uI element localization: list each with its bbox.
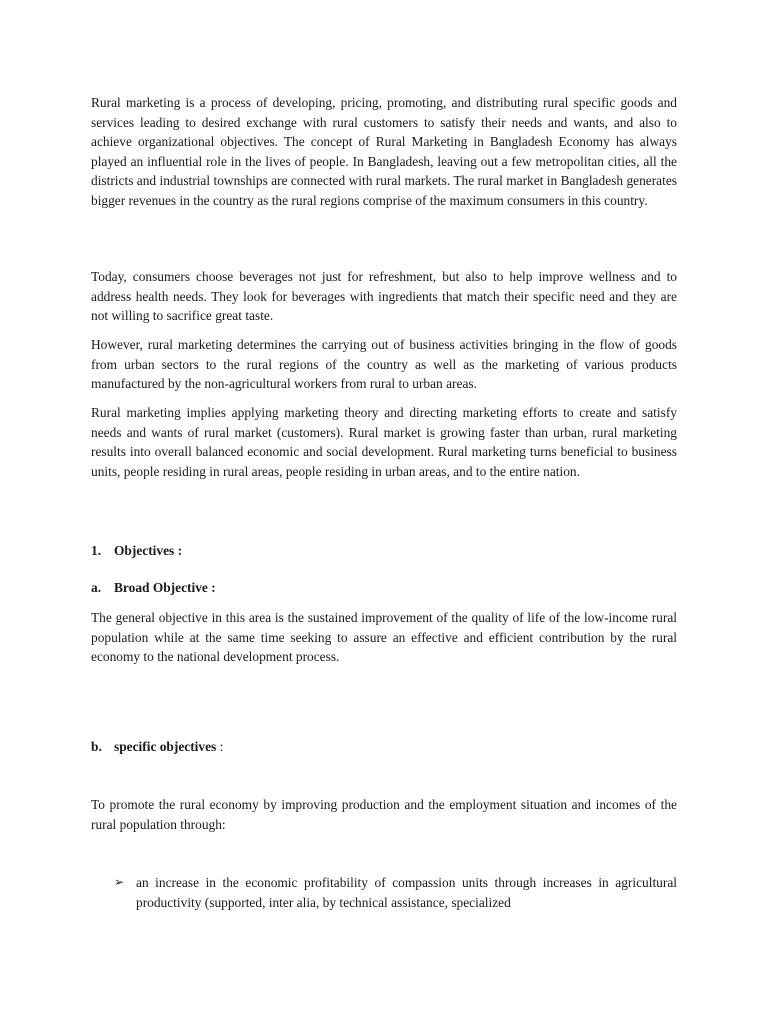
paragraph-beverages: Today, consumers choose beverages not just for refreshment, but also to help improve wellness and to address health needs. They look for beverages with ingredients that match their specific need and they are not willing to sacrifice great taste. bbox=[91, 269, 677, 324]
paragraph-promote-rural-economy: To promote the rural economy by improving production and the employment situation and incomes of the rural population through: bbox=[91, 797, 677, 832]
heading-title: Broad Objective : bbox=[114, 580, 216, 595]
paragraph-however: However, rural marketing determines the carrying out of business activities bringing in the flow of goods from urban sectors to the rural regions of the country as well as the marketing of various products manufactured by the non-agricultural workers from rural to urban areas. bbox=[91, 337, 677, 392]
heading-broad-objective bbox=[91, 578, 216, 598]
bullet-text: an increase in the economic profitability of compassion units through increases in agricultural productivity (supported, inter alia, by technical assistance, specialized bbox=[136, 875, 677, 910]
heading-number: 1. bbox=[91, 543, 102, 558]
heading-suffix: : bbox=[216, 739, 224, 754]
paragraph-rural-marketing-intro: Rural marketing is a process of developing, pricing, promoting, and distributing rural specific goods and services leading to desired exchange with rural customers to satisfy their needs and wants, and also to achieve organizational objectives. The concept of Rural Marketing in Bangladesh Economy has always played an influential role in the lives of people. In Bangladesh, leaving out a few metropolitan cities, all the districts and industrial townships are connected with rural markets. The rural market in Bangladesh generates bigger revenues in the country as the rural regions comprise of the maximum consumers in this country. bbox=[91, 95, 677, 208]
arrow-bullet-icon: ➢ bbox=[114, 875, 125, 889]
heading-number: b. bbox=[91, 739, 102, 754]
heading-objectives bbox=[91, 541, 182, 561]
paragraph-rural-marketing-implies: Rural marketing implies applying marketing theory and directing marketing efforts to create and satisfy needs and wants of rural market (customers). Rural market is growing faster than urban, rural marketing results into overall balanced economic and social development. Rural marketing turns beneficial to business units, people residing in rural areas, people residing in urban areas, and to the entire nation. bbox=[91, 405, 677, 479]
paragraph-general-objective: The general objective in this area is the sustained improvement of the quality of life of the low-income rural population while at the same time seeking to assure an effective and efficient contribution by the rural economy to the national development process. bbox=[91, 610, 677, 665]
heading-specific-objectives bbox=[91, 737, 223, 757]
bullet-item bbox=[114, 873, 677, 912]
heading-title: Objectives : bbox=[114, 543, 183, 558]
heading-number: a. bbox=[91, 580, 102, 595]
heading-title: specific objectives bbox=[114, 739, 217, 754]
